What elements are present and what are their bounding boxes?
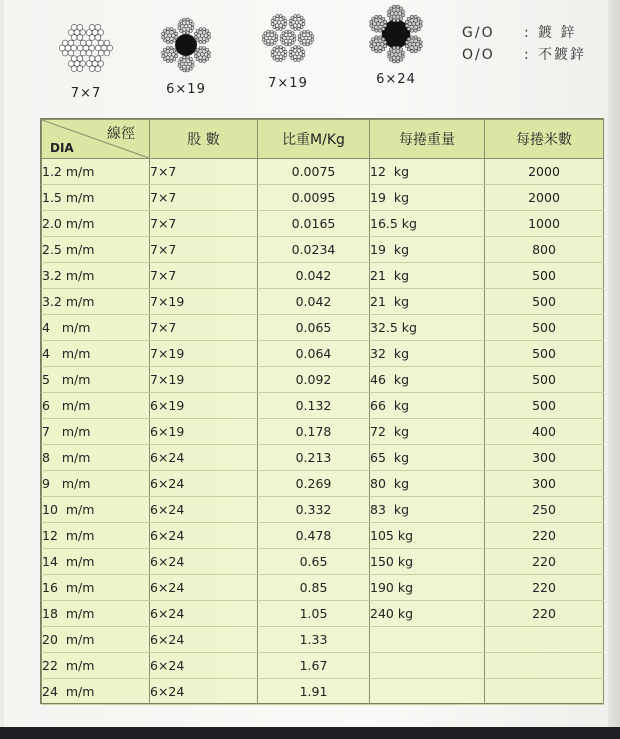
table-row	[42, 211, 604, 237]
cell-strands: 6×24	[150, 445, 258, 471]
cell-ratio: 0.065	[258, 315, 370, 341]
table-row	[42, 341, 604, 367]
cell-strands: 6×24	[150, 601, 258, 627]
table-row	[42, 679, 604, 705]
table-row	[42, 627, 604, 653]
cell-strands: 7×7	[150, 185, 258, 211]
header-diameter-en: DIA	[50, 141, 74, 155]
cell-roll-weight: 32 kg	[370, 341, 485, 367]
cell-roll-length: 220	[485, 575, 604, 601]
cell-roll-weight: 32.5 kg	[370, 315, 485, 341]
cell-ratio: 0.042	[258, 263, 370, 289]
cell-strands: 7×19	[150, 341, 258, 367]
table-row	[42, 185, 604, 211]
cell-strands: 6×19	[150, 393, 258, 419]
rope-6x24-icon	[364, 2, 428, 66]
cell-diameter: 2.5 m/m	[42, 237, 150, 263]
bottom-border	[0, 727, 620, 739]
table-row	[42, 419, 604, 445]
table-row	[42, 315, 604, 341]
header-ratio: 比重M/Kg	[258, 120, 370, 159]
cell-strands: 7×7	[150, 315, 258, 341]
cell-strands: 7×19	[150, 289, 258, 315]
cell-diameter: 6 m/m	[42, 393, 150, 419]
cell-roll-length: 800	[485, 237, 604, 263]
cell-diameter: 8 m/m	[42, 445, 150, 471]
cell-diameter: 4 m/m	[42, 315, 150, 341]
table-row	[42, 549, 604, 575]
cell-ratio: 0.478	[258, 523, 370, 549]
cell-ratio: 1.67	[258, 653, 370, 679]
cell-strands: 6×24	[150, 523, 258, 549]
cell-diameter: 5 m/m	[42, 367, 150, 393]
cell-roll-weight: 12 kg	[370, 159, 485, 185]
cell-roll-length: 220	[485, 523, 604, 549]
cell-diameter: 24 m/m	[42, 679, 150, 705]
cell-ratio: 1.05	[258, 601, 370, 627]
table-row	[42, 601, 604, 627]
cell-roll-weight: 105 kg	[370, 523, 485, 549]
legend-code: O/O	[462, 47, 495, 63]
rope-label: 6×24	[376, 72, 416, 87]
cell-diameter: 3.2 m/m	[42, 263, 150, 289]
spec-table-container	[40, 118, 604, 704]
cell-strands: 7×7	[150, 263, 258, 289]
cell-roll-weight	[370, 627, 485, 653]
table-row	[42, 159, 604, 185]
cell-strands: 7×7	[150, 159, 258, 185]
cell-ratio: 0.0095	[258, 185, 370, 211]
rope-label: 6×19	[166, 82, 206, 97]
cell-roll-length: 400	[485, 419, 604, 445]
table-row	[42, 575, 604, 601]
header-diameter	[42, 120, 150, 159]
table-row	[42, 497, 604, 523]
cell-diameter: 20 m/m	[42, 627, 150, 653]
cell-ratio: 0.65	[258, 549, 370, 575]
table-row	[42, 263, 604, 289]
rope-7x7-icon	[54, 16, 118, 80]
rope-label: 7×7	[70, 86, 102, 101]
cell-ratio: 0.213	[258, 445, 370, 471]
header-roll-length: 每捲米數	[485, 120, 604, 159]
cell-ratio: 0.092	[258, 367, 370, 393]
cell-ratio: 0.0234	[258, 237, 370, 263]
cell-roll-length: 2000	[485, 159, 604, 185]
cell-roll-length	[485, 627, 604, 653]
cell-diameter: 22 m/m	[42, 653, 150, 679]
cell-roll-length: 500	[485, 393, 604, 419]
cell-ratio: 0.132	[258, 393, 370, 419]
cell-strands: 6×24	[150, 575, 258, 601]
cell-ratio: 0.0165	[258, 211, 370, 237]
cell-roll-weight: 46 kg	[370, 367, 485, 393]
cell-roll-length: 2000	[485, 185, 604, 211]
cell-ratio: 0.178	[258, 419, 370, 445]
rope-6x19	[155, 14, 217, 97]
cell-roll-weight: 72 kg	[370, 419, 485, 445]
table-row	[42, 289, 604, 315]
cell-roll-length	[485, 653, 604, 679]
table-row	[42, 393, 604, 419]
cell-diameter: 16 m/m	[42, 575, 150, 601]
cell-roll-weight	[370, 653, 485, 679]
legend-code: G/O	[462, 25, 495, 41]
cell-roll-weight: 21 kg	[370, 263, 485, 289]
cell-roll-length: 500	[485, 263, 604, 289]
rope-7x19-icon	[256, 6, 320, 70]
cell-diameter: 12 m/m	[42, 523, 150, 549]
cell-diameter: 7 m/m	[42, 419, 150, 445]
cell-roll-weight: 21 kg	[370, 289, 485, 315]
cell-roll-length: 220	[485, 549, 604, 575]
cell-roll-weight: 83 kg	[370, 497, 485, 523]
legend-meaning: 鍍 鋅	[538, 25, 577, 41]
cell-ratio: 0.332	[258, 497, 370, 523]
cell-roll-weight: 80 kg	[370, 471, 485, 497]
cell-diameter: 10 m/m	[42, 497, 150, 523]
cell-diameter: 1.5 m/m	[42, 185, 150, 211]
cell-roll-weight: 66 kg	[370, 393, 485, 419]
cell-diameter: 3.2 m/m	[42, 289, 150, 315]
legend-meaning: 不鍍鋅	[538, 47, 586, 63]
table-row	[42, 237, 604, 263]
coating-legend	[462, 22, 586, 66]
cell-strands: 7×19	[150, 367, 258, 393]
header-roll-weight: 每捲重量	[370, 120, 485, 159]
cell-roll-length: 300	[485, 445, 604, 471]
cell-strands: 6×24	[150, 653, 258, 679]
table-row	[42, 445, 604, 471]
cell-roll-length	[485, 679, 604, 705]
rope-7x7	[54, 16, 118, 101]
cell-ratio: 0.064	[258, 341, 370, 367]
cell-roll-length: 220	[485, 601, 604, 627]
cell-roll-weight: 240 kg	[370, 601, 485, 627]
table-row	[42, 367, 604, 393]
cell-ratio: 0.85	[258, 575, 370, 601]
cell-roll-length: 500	[485, 341, 604, 367]
header-strands: 股 數	[150, 120, 258, 159]
table-row	[42, 471, 604, 497]
cell-roll-weight: 65 kg	[370, 445, 485, 471]
table-header-row	[42, 120, 604, 159]
cell-strands: 6×24	[150, 549, 258, 575]
cell-roll-length: 500	[485, 289, 604, 315]
cell-roll-length: 500	[485, 367, 604, 393]
cell-roll-weight: 19 kg	[370, 185, 485, 211]
cell-strands: 6×24	[150, 679, 258, 705]
cell-diameter: 18 m/m	[42, 601, 150, 627]
cell-roll-length: 300	[485, 471, 604, 497]
cell-diameter: 2.0 m/m	[42, 211, 150, 237]
cell-roll-length: 500	[485, 315, 604, 341]
cell-roll-weight: 19 kg	[370, 237, 485, 263]
cell-strands: 6×24	[150, 627, 258, 653]
cell-roll-weight: 150 kg	[370, 549, 485, 575]
cell-ratio: 0.0075	[258, 159, 370, 185]
legend-item-ungalvanized: O/O : 不鍍鋅	[462, 44, 586, 66]
table-body	[42, 159, 604, 705]
cell-diameter: 14 m/m	[42, 549, 150, 575]
cell-strands: 6×24	[150, 471, 258, 497]
cell-roll-length: 1000	[485, 211, 604, 237]
cell-ratio: 1.33	[258, 627, 370, 653]
cell-ratio: 1.91	[258, 679, 370, 705]
cell-strands: 6×24	[150, 497, 258, 523]
cell-roll-weight	[370, 679, 485, 705]
table-row	[42, 653, 604, 679]
cell-strands: 7×7	[150, 237, 258, 263]
cell-ratio: 0.042	[258, 289, 370, 315]
rope-6x24	[364, 2, 428, 87]
cell-ratio: 0.269	[258, 471, 370, 497]
cell-roll-weight: 16.5 kg	[370, 211, 485, 237]
header-diameter-zh: 線徑	[107, 126, 135, 142]
table-row	[42, 523, 604, 549]
rope-7x19	[256, 6, 320, 91]
cell-roll-weight: 190 kg	[370, 575, 485, 601]
cell-strands: 7×7	[150, 211, 258, 237]
cell-roll-length: 250	[485, 497, 604, 523]
rope-6x19-icon	[155, 14, 217, 76]
cell-diameter: 9 m/m	[42, 471, 150, 497]
cell-diameter: 4 m/m	[42, 341, 150, 367]
wire-rope-spec-table	[41, 119, 604, 705]
cell-diameter: 1.2 m/m	[42, 159, 150, 185]
rope-label: 7×19	[268, 76, 308, 91]
cell-strands: 6×19	[150, 419, 258, 445]
legend-item-galvanized: G/O : 鍍 鋅	[462, 22, 586, 44]
